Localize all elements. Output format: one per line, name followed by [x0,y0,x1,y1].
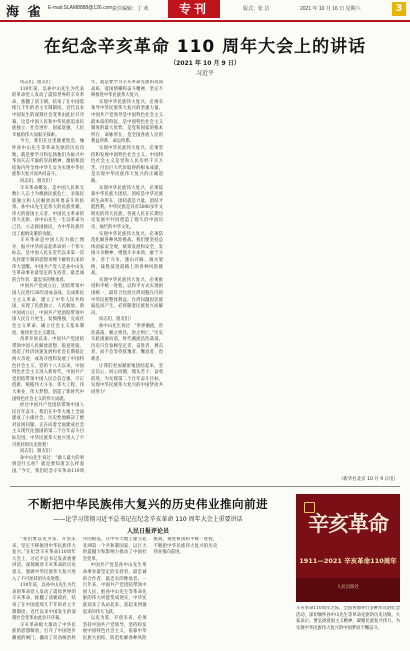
paragraph: 同志们、朋友们！ [99,317,134,323]
paragraph: 110年前，以孙中山先生为代表的革命党人发动了震惊世界的辛亥革命，推翻了清朝政府，结束了在中国延续几千年的君主专制制度，近代以来中国发生的深刻社会变革由此拉开序幕。 [12,583,76,622]
paragraph: 110年前，以孙中山先生为代表的革命党人发动了震惊世界的辛亥革命，推翻了清王朝，结束了在中国延续几千年的君主专制制度。近代以来中国发生的深刻社会变革由此拉开序幕，这是中国人民和中华民族追求民族独立、社会进步、国家富强、人民幸福的伟大而艰辛探索。 [12,86,84,138]
sidebar-body [296,606,400,646]
paragraph: 辛亥革命是中国人民为救亡图存、振兴中华而奋起革命的一个伟大标志，是中国人民在近代以来第一次从封建专制的思想束缚下解放出来的伟大觉醒。中国共产党人是孙中山先生革命事业最坚定的支持者、最忠诚的合作者、最忠实的继承者。 [12,238,84,283]
paragraph: 孙中山先生说过：“做人最大的事情是什么呢？就是要知道怎么样爱国。”今天，我们纪念辛亥革命110周年，就是要学习辛亥革命先驱的高尚品质、爱国情操和奋斗精神，坚定不移推进中华民族伟大复兴。 [12,80,163,475]
newspaper-name: 海 雀 [6,5,43,20]
paragraph: “我们要以史为鉴、开创未来，坚定不移推进中华民族伟大复兴。”在纪念辛亥革命110周年大会上，习近平总书记发表重要讲话，深刻阐述辛亥革命的历史意义，强调中华民族伟大复兴进入了不可逆转的历史进程。 [12,537,76,582]
paragraph: 实现中华民族伟大复兴，必须坚持和发展中国特色社会主义。中国特色社会主义是党和人民历经千辛万苦、付出巨大代价取得的根本成就，是实现中华民族伟大复兴的正确道路。 [91,145,163,184]
article-source: （新华社北京 10 月 9 日电） [338,477,398,482]
paragraph: 同志们、朋友们！ [20,449,55,455]
paragraph: 让我们更加紧密地团结起来，坚定信心、同心同德，埋头苦干、奋勇前进，为实现第二个百年奋斗目标、实现中华民族伟大复兴的中国梦而共同努力！ [91,363,163,395]
masthead-date: 2021 年 10 月 16 日 星期六 [300,6,361,12]
paragraph: 改革开放以来，中国共产党团结带领中国人民解放思想、锐意进取，创造了经济快速发展和社会长期稳定两大奇迹，成功开创和发展了中国特色社会主义。党的十八大以来，中国特色社会主义进入新时代，中国共产党团结带领中国人民自信自强、守正创新，统揽伟大斗争、伟大工程、伟大事业、伟大梦想，创造了新时代中国特色社会主义的伟大成就。 [12,337,84,402]
commentary-byline: 人民日报评论员 [126,528,169,535]
paragraph: 同志们、朋友们！ [20,178,55,184]
book-cover-image [296,494,400,602]
paragraph: 经过中国共产党团结带领中国人民百年奋斗，我们在中华大地上全面建成了小康社会，历史性地解决了绝对贫困问题，正在向着全面建成社会主义现代化强国的第二个百年奋斗目标迈进。中华民族伟大复兴进入了不可逆转的历史进程！ [12,403,84,448]
paragraph: 实现中华民族伟大复兴，必须防范化解各种风险挑战。我们要坚持总体国家安全观，统筹发展和安全，发扬斗争精神，增强斗争本领，敢于斗争、善于斗争，逢山开路、遇水架桥，战胜前进道路上的各种风险挑战。 [91,231,163,277]
commentary-subtitle: ——论学习贯彻习近平总书记在纪念辛亥革命 110 周年大会上重要讲话 [53,516,243,523]
section-tab: 专刊 [168,0,220,18]
commentary-headline: 不断把中华民族伟大复兴的历史伟业推向前进 [28,497,268,511]
book-calligraphy-title: 辛亥革命 [308,511,388,536]
commentary-body [12,537,288,645]
paragraph: 中国共产党是孙中山先生革命事业最坚定的支持者、最忠诚的合作者、最忠实的继承者。一百年来，中国共产党团结带领中国人民，把孙中山先生等革命先驱的伟大夙愿变成现实，中华民族迎来了从站起来、富起来到强起来的伟大飞跃。 [82,563,147,615]
book-bottom-strip [296,578,400,602]
article-author: 习近平 [195,70,214,77]
paragraph: 以史为鉴、开创未来，必须坚持中国共产党领导，坚持和发展中国特色社会主义，依靠中华民族大团结，防范化解各种风险挑战，推进祖国和平统一进程，不断把中华民族伟大复兴的历史伟业推向前进。 [82,537,218,641]
article-headline: 在纪念辛亥革命 110 周年大会上的讲话 [43,37,367,57]
paragraph: 实现中华民族伟大复兴，必须依靠中华民族大团结。团结是中华民族的生命所在，团结就是力量，团结才能胜利。中华民族是具有5000多年文明史的伟大民族，各族人民在长期历史发展中共同创造了悠久的中国历史、灿烂的中华文化。 [91,185,163,231]
paragraph: 同志们，朋友们： [20,80,55,85]
paragraph: 孙中山先生说过：“世界潮流，浩浩荡荡，顺之则昌，逆之则亡。”历史车轮滚滚向前，时代潮流浩浩荡荡。历史只会眷顾坚定者、奋进者、搏击者，而不会等待犹豫者、懈怠者、畏难者。 [91,323,163,362]
masthead-editor: 责任编辑：丁 欢 [112,6,149,12]
paragraph: 今天，我们在这里隆重集会，缅怀孙中山先生等革命先驱的历史功勋，就是要学习和弘扬他们为振兴中华而矢志不渝的崇高精神，激励和团结海内外全体中华儿女为实现中华民族伟大复兴而共同奋斗。 [12,139,84,178]
section-divider [10,486,400,487]
paragraph: 辛亥革命110周年之际，全国各地举行多种形式的纪念活动，深切缅怀孙中山先生等革命先驱的历史功勋。大家表示，要弘扬爱国主义精神，凝聚民族复兴伟力，为实现中华民族伟大复兴的中国梦而不懈奋斗。 [296,606,400,631]
paragraph: 实现中华民族伟大复兴，必须有领导中华民族伟大复兴的坚强力量。中国共产党领导是中国特色社会主义最本质的特征，是中国特色社会主义制度的最大优势，是党和国家的根本所在、命脉所在，是全国各族人民的利益所系、命运所系。 [91,99,163,145]
book-publisher: 人民出版社 [336,585,360,590]
paragraph: 实现中华民族伟大复兴，必须推进和平统一进程。以和平方式实现祖国统一，最符合包括台湾同胞在内的中华民族整体利益。台湾问题因民族弱乱而产生，必将随着民族复兴而解决。 [91,277,163,316]
page-number-badge: 3 [392,2,406,16]
paragraph: 辛亥革命极大推动了中华民族的思想解放，打开了中国进步潮流的闸门，撼动了反动统治秩序的根基，在中华大地上建立起亚洲第一个共和制国家，以巨大的震撼力和影响力推动了中国社会变革。 [12,537,147,641]
article-date: （2021 年 10 月 9 日） [170,60,240,67]
book-years: 1911—2021 辛亥革命110周年 [299,557,397,565]
masthead-email: E-mail:SLAM8888@126.com [48,5,113,11]
article-body [12,80,400,482]
masthead-layout-editor: 版式：张 洁 [243,6,270,12]
paragraph: 中国共产党成立后，团结带领中国人民进行28年浴血奋战，完成新民主主义革命，建立了中华人民共和国，实现了民族独立、人民解放。新中国成立后，中国共产党团结带领中国人民自力更生、发愤图强，完成社会主义革命，确立社会主义基本制度，推进社会主义建设。 [12,284,84,336]
paragraph: 辛亥革命爆发，是中国人民和无数仁人志士为挽救民族危亡、争取民族独立和人民解放而英勇奋斗的结果。孙中山先生是伟大的民族英雄、伟大的爱国主义者、中国民主革命的伟大先驱。孙中山先生一生以革命为己任，立志救国救民，为中华民族作出了彪炳史册的贡献。 [12,185,84,237]
masthead [0,0,410,22]
